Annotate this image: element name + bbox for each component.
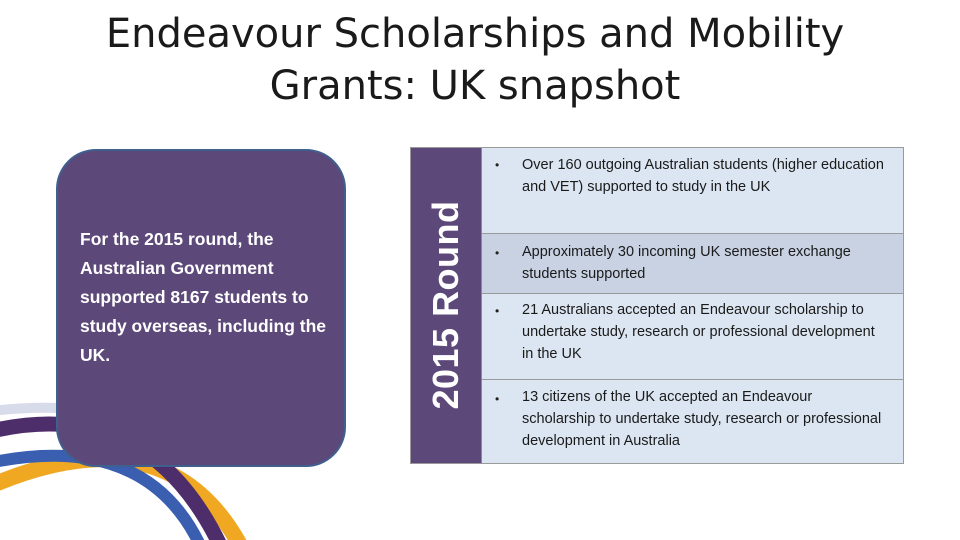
round-label: 2015 Round (425, 200, 466, 410)
row-text: 13 citizens of the UK accepted an Endeavour scholarship to undertake study, research or professional development in Australia (522, 389, 882, 449)
slide-title-line-1: Endeavour Scholarships and Mobility (105, 11, 845, 57)
slide-title-line-2: Grants: UK snapshot (269, 63, 681, 109)
bullet-icon: • (495, 304, 500, 318)
slide-title (60, 8, 890, 112)
round-cell (411, 148, 482, 463)
bullet-icon: • (495, 392, 500, 406)
table-rows (482, 148, 903, 463)
table-row (482, 294, 903, 380)
round-table (410, 147, 904, 464)
row-text: 21 Australians accepted an Endeavour scholarship to undertake study, research or professional development in the UK (522, 302, 875, 362)
bullet-icon: • (495, 246, 500, 260)
bullet-icon: • (495, 158, 500, 172)
row-text: Over 160 outgoing Australian students (higher education and VET) supported to study in the UK (522, 157, 884, 195)
table-row (482, 380, 903, 463)
callout-box (56, 149, 346, 467)
table-row (482, 148, 903, 234)
row-text: Approximately 30 incoming UK semester exchange students supported (522, 244, 851, 282)
callout-text: For the 2015 round, the Australian Government supported 8167 students to study overseas, including the UK. (80, 229, 327, 365)
table-row (482, 234, 903, 294)
